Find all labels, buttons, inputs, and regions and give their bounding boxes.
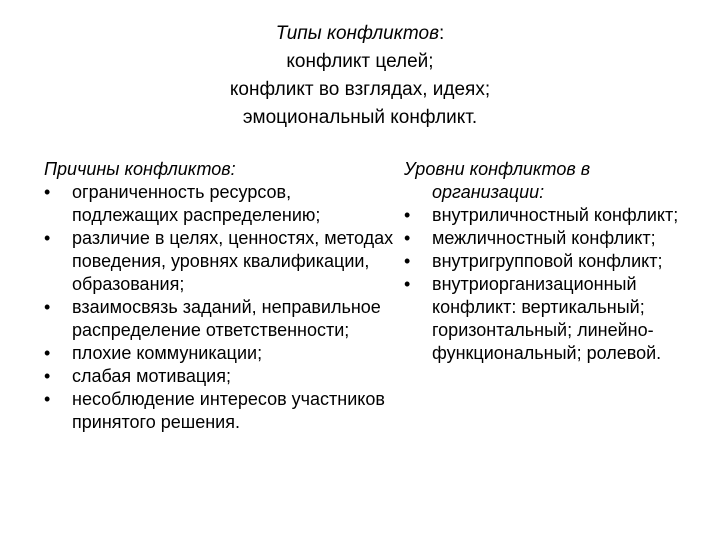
bullet-icon: • (404, 205, 411, 225)
list-item (44, 181, 394, 227)
bullet-icon: • (44, 343, 51, 363)
list-item (44, 296, 394, 342)
list-item (404, 273, 704, 365)
bullet-icon: • (44, 182, 51, 202)
bullet-icon: • (404, 274, 411, 294)
bullet-icon: • (404, 251, 411, 271)
causes-column (44, 158, 394, 434)
list-item-text: внутриорганизационный конфликт: вертикальный; горизонтальный; линейно-функциональный; ролевой. (432, 274, 662, 363)
list-item (44, 388, 394, 434)
list-item-text: взаимосвязь заданий, неправильное распределение ответственности; (72, 297, 381, 340)
type-line: эмоциональный конфликт. (242, 107, 478, 128)
list-item (44, 365, 394, 388)
list-item (404, 204, 704, 227)
list-item (404, 250, 704, 273)
list-item-text: различие в целях, ценностях, методах поведения, уровнях квалификации, образования; (72, 228, 394, 294)
types-header (0, 20, 720, 132)
list-item (404, 227, 704, 250)
levels-column (404, 158, 704, 365)
causes-heading: Причины конфликтов: (44, 159, 236, 179)
types-title-text: Типы конфликтов (275, 23, 439, 44)
bullet-icon: • (44, 366, 51, 386)
list-item-text: внутригрупповой конфликт; (432, 251, 663, 271)
list-item-text: плохие коммуникации; (72, 343, 263, 363)
list-item (44, 227, 394, 296)
levels-list (404, 204, 704, 365)
bullet-icon: • (404, 228, 411, 248)
type-line: конфликт во взглядах, идеях; (229, 79, 491, 100)
list-item-text: межличностный конфликт; (432, 228, 656, 248)
type-line: конфликт целей; (286, 51, 434, 72)
bullet-icon: • (44, 297, 51, 317)
bullet-icon: • (44, 389, 51, 409)
bullet-icon: • (44, 228, 51, 248)
types-title (0, 20, 720, 48)
list-item (44, 342, 394, 365)
list-item-text: несоблюдение интересов участников принятого решения. (72, 389, 385, 432)
list-item-text: внутриличностный конфликт; (432, 205, 679, 225)
levels-heading: Уровни конфликтов в организации: (404, 159, 591, 202)
list-item-text: ограниченность ресурсов, подлежащих распределению; (72, 182, 321, 225)
types-title-colon: : (439, 23, 445, 44)
list-item-text: слабая мотивация; (72, 366, 231, 386)
causes-list (44, 181, 394, 434)
